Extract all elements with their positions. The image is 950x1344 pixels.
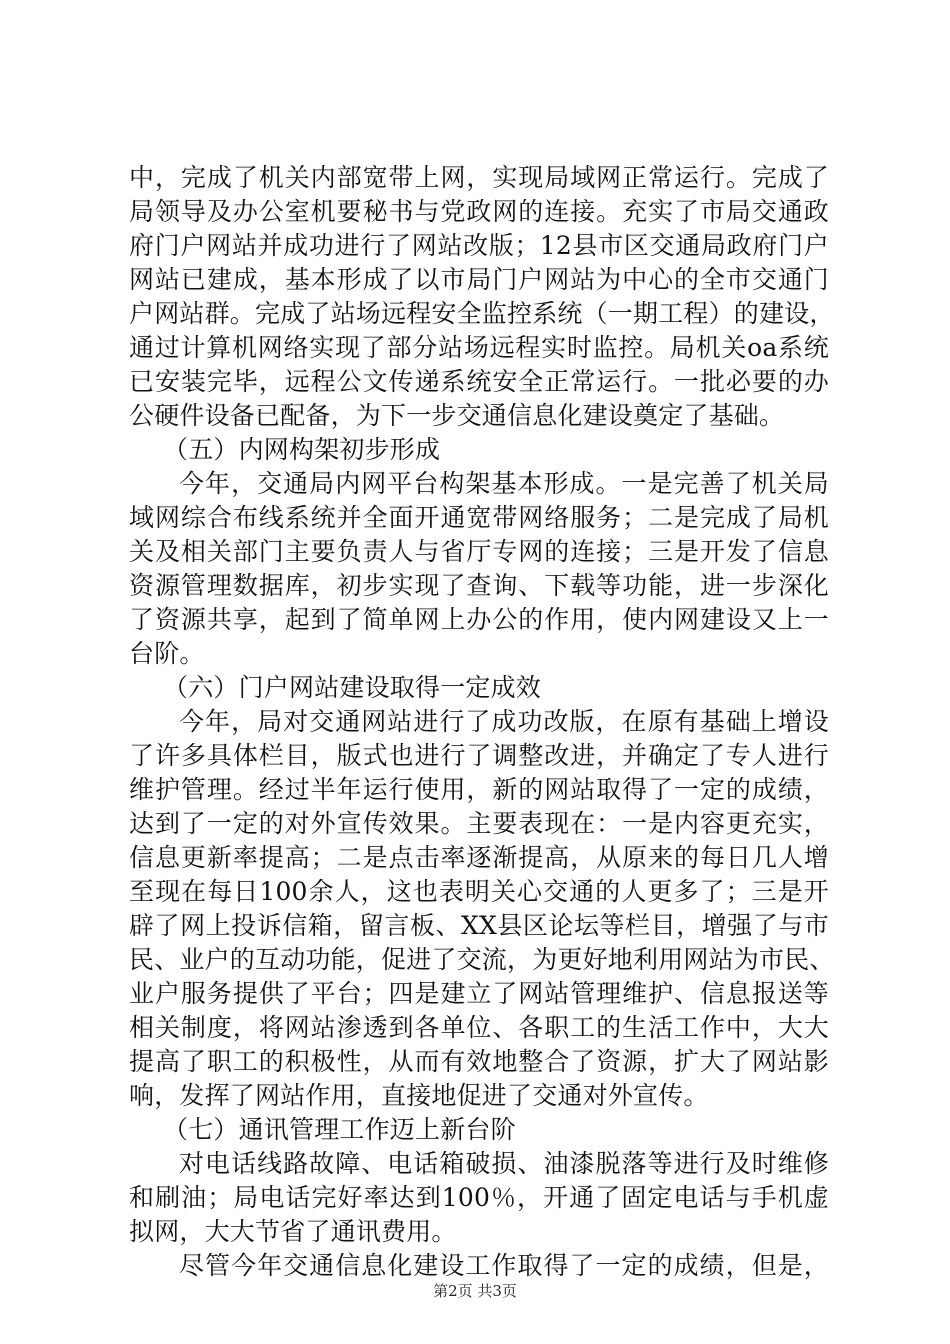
paragraph-first-line: 今年，局对交通网站进行了成功改版，在原有基础上增设 bbox=[179, 707, 829, 736]
paragraph-last-line: 拟网，大大节省了通讯费用。 bbox=[129, 1217, 457, 1246]
paragraph-line: 和刷油；局电话完好率达到100％，开通了固定电话与手机虚 bbox=[129, 1183, 829, 1212]
document-body bbox=[129, 161, 835, 1283]
paragraph-first-line: 今年，交通局内网平台构架基本形成。一是完善了机关局 bbox=[179, 469, 829, 498]
paragraph-last-line: 响，发挥了网站作用，直接地促进了交通对外宣传。 bbox=[129, 1081, 709, 1110]
paragraph-last-line: 公硬件设备已配备，为下一步交通信息化建设奠定了基础。 bbox=[129, 401, 785, 430]
paragraph-first-line: 尽管今年交通信息化建设工作取得了一定的成绩，但是， bbox=[179, 1251, 829, 1280]
paragraph-line: 辟了网上投诉信箱，留言板、XX县区论坛等栏目，增强了与市 bbox=[129, 911, 829, 940]
paragraph-line: 维护管理。经过半年运行使用，新的网站取得了一定的成绩， bbox=[129, 775, 829, 804]
paragraph-line: 域网综合布线系统并全面开通宽带网络服务；二是完成了局机 bbox=[129, 503, 829, 532]
paragraph-line: 了资源共享，起到了简单网上办公的作用，使内网建设又上一 bbox=[129, 605, 829, 634]
paragraph-line: 业户服务提供了平台；四是建立了网站管理维护、信息报送等 bbox=[129, 979, 829, 1008]
paragraph-line: 信息更新率提高；二是点击率逐渐提高，从原来的每日几人增 bbox=[129, 843, 829, 872]
paragraph-line: 了许多具体栏目，版式也进行了调整改进，并确定了专人进行 bbox=[129, 741, 829, 770]
paragraph-line: 已安装完毕，远程公文传递系统安全正常运行。一批必要的办 bbox=[129, 367, 829, 396]
section-heading: （五）内网构架初步形成 bbox=[163, 435, 441, 464]
paragraph-line: 网站已建成，基本形成了以市局门户网站为中心的全市交通门 bbox=[129, 265, 829, 294]
paragraph-line: 关及相关部门主要负责人与省厅专网的连接；三是开发了信息 bbox=[129, 537, 829, 566]
section-heading: （七）通讯管理工作迈上新台阶 bbox=[163, 1115, 516, 1144]
paragraph-line: 府门户网站并成功进行了网站改版；12县市区交通局政府门户 bbox=[129, 231, 829, 260]
paragraph-last-line: 台阶。 bbox=[129, 639, 205, 668]
paragraph-line: 民、业户的互动功能，促进了交流，为更好地利用网站为市民、 bbox=[129, 945, 835, 974]
paragraph-line: 提高了职工的积极性，从而有效地整合了资源，扩大了网站影 bbox=[129, 1047, 829, 1076]
paragraph-line: 局领导及办公室机要秘书与党政网的连接。充实了市局交通政 bbox=[129, 197, 829, 226]
paragraph-line: 至现在每日100余人，这也表明关心交通的人更多了；三是开 bbox=[129, 877, 829, 906]
paragraph-line: 资源管理数据库，初步实现了查询、下载等功能，进一步深化 bbox=[129, 571, 829, 600]
paragraph-line: 中，完成了机关内部宽带上网，实现局域网正常运行。完成了 bbox=[129, 163, 829, 192]
paragraph-line: 户网站群。完成了站场远程安全监控系统（一期工程）的建设， bbox=[129, 299, 835, 328]
paragraph-line: 通过计算机网络实现了部分站场远程实时监控。局机关oa系统 bbox=[129, 333, 829, 362]
paragraph-line: 相关制度，将网站渗透到各单位、各职工的生活工作中，大大 bbox=[129, 1013, 829, 1042]
page-footer: 第2页 共3页 bbox=[433, 1282, 517, 1300]
paragraph-first-line: 对电话线路故障、电话箱破损、油漆脱落等进行及时维修 bbox=[179, 1149, 829, 1178]
paragraph-line: 达到了一定的对外宣传效果。主要表现在：一是内容更充实， bbox=[129, 809, 829, 838]
section-heading: （六）门户网站建设取得一定成效 bbox=[163, 673, 542, 702]
